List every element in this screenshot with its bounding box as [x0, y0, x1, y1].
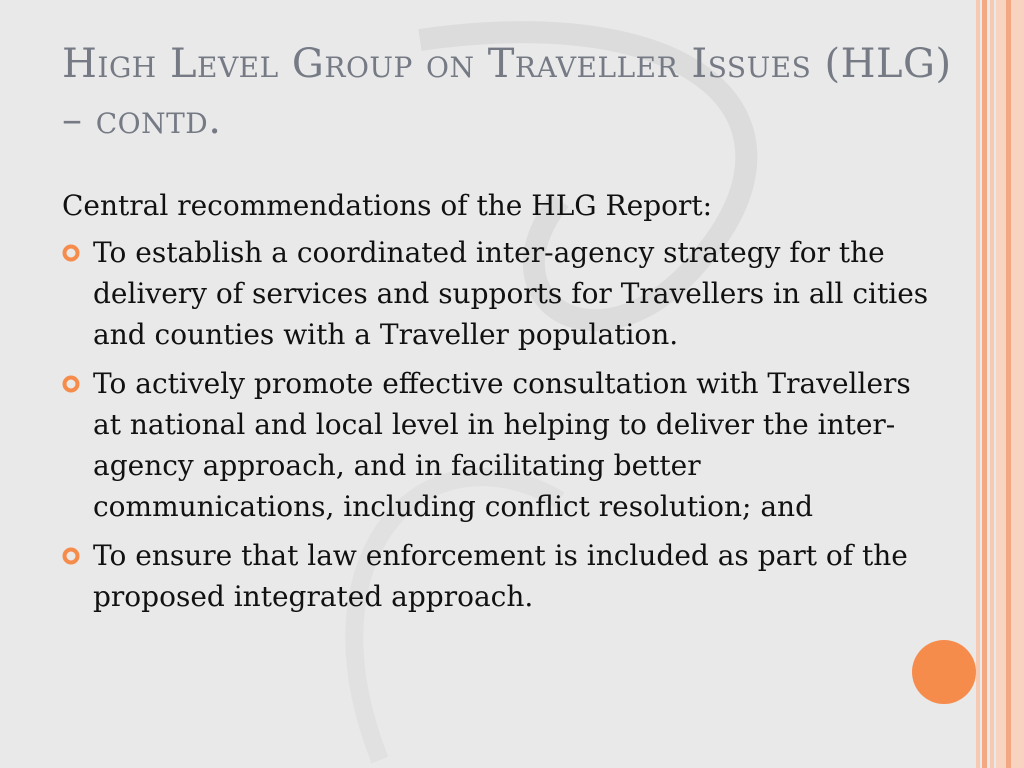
- ring-bullet-icon: [62, 244, 80, 262]
- ring-bullet-icon: [62, 547, 80, 565]
- bullet-text: To actively promote effective consultation with Travellers at national and local level in helping to deliver the inter-agency approach, and in facilitating better communications, including conflict resolution; and: [93, 367, 911, 523]
- intro-text: Central recommendations of the HLG Report:: [62, 189, 713, 222]
- list-item: [62, 232, 942, 355]
- accent-circle: [912, 640, 976, 704]
- decorative-stripes: [976, 0, 1024, 768]
- bullet-list: [62, 232, 942, 617]
- list-item: [62, 363, 942, 527]
- slide-content: [62, 186, 942, 625]
- bullet-text: To ensure that law enforcement is included as part of the proposed integrated approach.: [93, 539, 908, 613]
- ring-bullet-icon: [62, 375, 80, 393]
- slide-title: High Level Group on Traveller Issues (HLG) – contd.: [62, 41, 952, 143]
- list-item: [62, 535, 942, 617]
- bullet-text: To establish a coordinated inter-agency strategy for the delivery of services and supports for Travellers in all cities and counties with a Traveller population.: [93, 236, 929, 351]
